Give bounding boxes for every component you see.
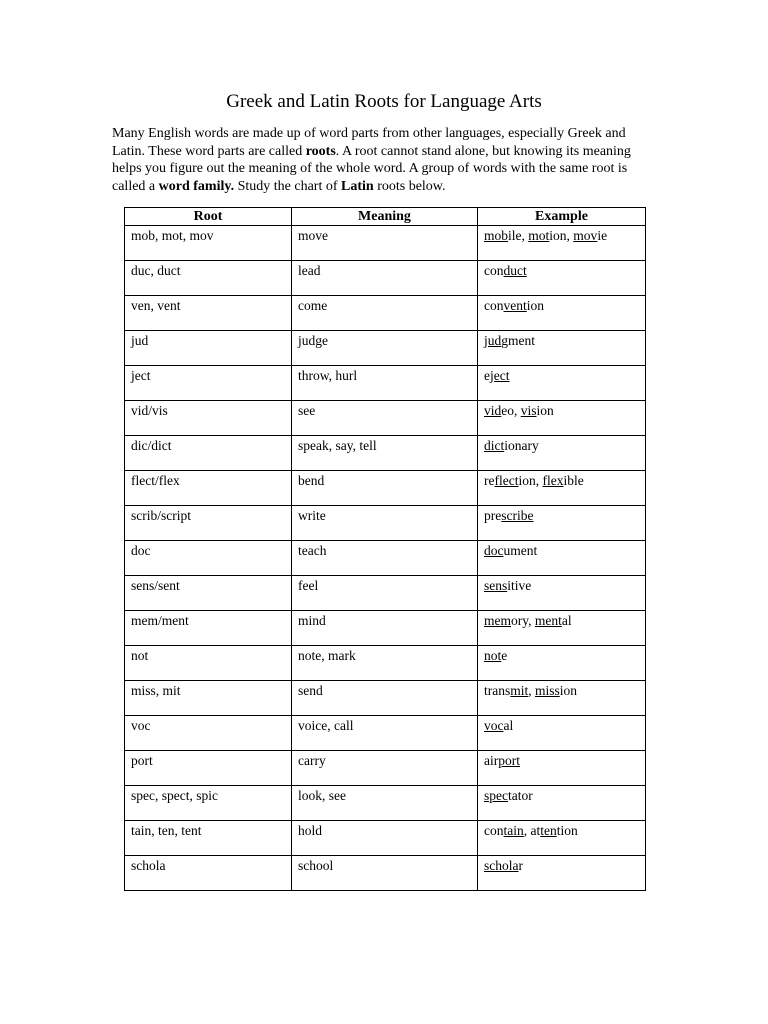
root-cell-text: schola bbox=[131, 858, 166, 873]
example-cell bbox=[478, 296, 646, 331]
intro-bold-latin: Latin bbox=[341, 178, 374, 194]
example-text: air bbox=[484, 753, 499, 768]
example-text: ion, bbox=[549, 228, 574, 243]
example-root-underlined: schola bbox=[484, 858, 519, 873]
root-cell-text: tain, ten, tent bbox=[131, 823, 202, 838]
meaning-cell-text: send bbox=[298, 683, 323, 698]
example-cell bbox=[478, 436, 646, 471]
table-row bbox=[125, 576, 646, 611]
example-text: gment bbox=[501, 333, 536, 348]
example-cell bbox=[478, 681, 646, 716]
root-cell bbox=[125, 751, 292, 786]
example-text: ion bbox=[526, 298, 545, 313]
example-root-underlined: mem bbox=[484, 613, 511, 628]
example-text: tator bbox=[508, 788, 533, 803]
example-root-underlined: voc bbox=[484, 718, 504, 733]
meaning-cell bbox=[292, 541, 478, 576]
meaning-cell-text: lead bbox=[298, 263, 321, 278]
example-text: con bbox=[484, 263, 504, 278]
table-row bbox=[125, 436, 646, 471]
example-cell bbox=[478, 506, 646, 541]
meaning-cell bbox=[292, 786, 478, 821]
example-root-underlined: vis bbox=[520, 403, 537, 418]
meaning-cell bbox=[292, 331, 478, 366]
example-root-underlined: ten bbox=[540, 823, 557, 838]
example-root-underlined: mov bbox=[573, 228, 598, 243]
root-cell-text: duc, duct bbox=[131, 263, 181, 278]
example-cell bbox=[478, 751, 646, 786]
example-root-underlined: duct bbox=[503, 263, 527, 278]
table-row bbox=[125, 506, 646, 541]
table-row bbox=[125, 821, 646, 856]
meaning-cell-text: mind bbox=[298, 613, 326, 628]
meaning-cell-text: throw, hurl bbox=[298, 368, 358, 383]
example-cell-text bbox=[484, 576, 645, 594]
table-row bbox=[125, 646, 646, 681]
meaning-cell bbox=[292, 471, 478, 506]
example-cell bbox=[478, 786, 646, 821]
root-cell bbox=[125, 471, 292, 506]
root-cell-text: mem/ment bbox=[131, 613, 189, 628]
meaning-cell-text: speak, say, tell bbox=[298, 438, 377, 453]
example-cell bbox=[478, 541, 646, 576]
example-cell-text bbox=[484, 296, 645, 314]
meaning-cell bbox=[292, 856, 478, 891]
table-row bbox=[125, 331, 646, 366]
example-root-underlined: flect bbox=[494, 473, 519, 488]
meaning-cell-text: feel bbox=[298, 578, 319, 593]
root-cell bbox=[125, 821, 292, 856]
root-cell-text: not bbox=[131, 648, 149, 663]
root-cell-text: sens/sent bbox=[131, 578, 180, 593]
example-cell bbox=[478, 261, 646, 296]
example-cell bbox=[478, 611, 646, 646]
meaning-cell-text: write bbox=[298, 508, 326, 523]
root-cell bbox=[125, 296, 292, 331]
example-root-underlined: tain bbox=[503, 823, 524, 838]
root-cell-text: port bbox=[131, 753, 153, 768]
table-row bbox=[125, 856, 646, 891]
root-cell-text: vid/vis bbox=[131, 403, 168, 418]
meaning-cell-text: come bbox=[298, 298, 328, 313]
meaning-cell bbox=[292, 366, 478, 401]
table-header-row bbox=[125, 208, 646, 226]
root-cell-text: scrib/script bbox=[131, 508, 191, 523]
root-cell-text: miss, mit bbox=[131, 683, 181, 698]
intro-bold-roots: roots bbox=[305, 143, 336, 159]
root-cell bbox=[125, 611, 292, 646]
meaning-cell-text: school bbox=[298, 858, 334, 873]
meaning-cell bbox=[292, 436, 478, 471]
example-cell-text bbox=[484, 366, 645, 384]
example-cell-text bbox=[484, 506, 645, 524]
example-root-underlined: scribe bbox=[501, 508, 534, 523]
example-text: ory, bbox=[511, 613, 535, 628]
example-text: , at bbox=[523, 823, 541, 838]
root-cell bbox=[125, 436, 292, 471]
example-cell bbox=[478, 366, 646, 401]
meaning-cell-text: voice, call bbox=[298, 718, 354, 733]
example-root-underlined: vent bbox=[503, 298, 527, 313]
root-cell bbox=[125, 576, 292, 611]
example-text: ionary bbox=[504, 438, 539, 453]
example-text: trans bbox=[484, 683, 511, 698]
meaning-cell-text: see bbox=[298, 403, 316, 418]
example-text: ion, bbox=[518, 473, 543, 488]
example-text: al bbox=[503, 718, 514, 733]
meaning-cell bbox=[292, 506, 478, 541]
example-root-underlined: spec bbox=[484, 788, 508, 803]
example-cell-text bbox=[484, 786, 645, 804]
example-cell-text bbox=[484, 821, 645, 839]
example-text: re bbox=[484, 473, 495, 488]
example-root-underlined: ject bbox=[490, 368, 510, 383]
meaning-cell bbox=[292, 751, 478, 786]
example-root-underlined: dict bbox=[484, 438, 505, 453]
meaning-cell bbox=[292, 226, 478, 261]
example-cell-text bbox=[484, 856, 645, 874]
example-text: e bbox=[484, 368, 490, 383]
example-cell-text bbox=[484, 261, 645, 279]
example-root-underlined: sens bbox=[484, 578, 508, 593]
root-cell bbox=[125, 856, 292, 891]
root-cell-text: flect/flex bbox=[131, 473, 180, 488]
root-cell bbox=[125, 786, 292, 821]
example-cell-text bbox=[484, 611, 645, 629]
example-cell-text bbox=[484, 541, 645, 559]
example-cell bbox=[478, 331, 646, 366]
page-title: Greek and Latin Roots for Language Arts bbox=[226, 91, 542, 112]
example-cell bbox=[478, 646, 646, 681]
table-row bbox=[125, 296, 646, 331]
meaning-cell bbox=[292, 576, 478, 611]
intro-bold-word-family: word family. bbox=[158, 178, 235, 194]
table-row bbox=[125, 226, 646, 261]
intro-text: Study the chart of bbox=[234, 178, 342, 194]
example-root-underlined: mit bbox=[510, 683, 529, 698]
example-root-underlined: vid bbox=[484, 403, 502, 418]
root-cell-text: voc bbox=[131, 718, 151, 733]
example-cell-text bbox=[484, 226, 645, 244]
example-text: , bbox=[528, 683, 536, 698]
meaning-cell-text: teach bbox=[298, 543, 327, 558]
header-root: Root bbox=[125, 208, 292, 226]
meaning-cell bbox=[292, 261, 478, 296]
example-root-underlined: doc bbox=[484, 543, 504, 558]
example-text: al bbox=[561, 613, 572, 628]
meaning-cell-text: hold bbox=[298, 823, 323, 838]
meaning-cell-text: move bbox=[298, 228, 328, 243]
example-cell-text bbox=[484, 331, 645, 349]
intro-text: Many English words are made up of word parts from other languages, especially Greek and Latin. These word parts are called bbox=[112, 126, 626, 159]
example-cell bbox=[478, 401, 646, 436]
example-root-underlined: not bbox=[484, 648, 502, 663]
example-cell bbox=[478, 716, 646, 751]
example-cell-text bbox=[484, 751, 645, 769]
example-cell bbox=[478, 821, 646, 856]
latin-roots-table bbox=[124, 207, 646, 891]
root-cell-text: spec, spect, spic bbox=[131, 788, 218, 803]
root-cell bbox=[125, 226, 292, 261]
example-cell bbox=[478, 471, 646, 506]
root-cell bbox=[125, 366, 292, 401]
example-root-underlined: jud bbox=[484, 333, 502, 348]
meaning-cell bbox=[292, 646, 478, 681]
example-text: ument bbox=[503, 543, 538, 558]
example-root-underlined: mot bbox=[528, 228, 550, 243]
example-cell-text bbox=[484, 716, 645, 734]
table-row bbox=[125, 716, 646, 751]
example-text: con bbox=[484, 823, 504, 838]
meaning-cell-text: carry bbox=[298, 753, 326, 768]
table-row bbox=[125, 541, 646, 576]
root-cell bbox=[125, 331, 292, 366]
table-row bbox=[125, 471, 646, 506]
example-cell-text bbox=[484, 436, 645, 454]
example-text: ie bbox=[597, 228, 608, 243]
root-cell bbox=[125, 681, 292, 716]
example-text: e bbox=[501, 648, 508, 663]
table-row bbox=[125, 401, 646, 436]
intro-text: . A root cannot stand alone, but knowing its meaning helps you figure out the meaning of the whole word. A group of words with the same root is called a bbox=[112, 143, 631, 194]
meaning-cell bbox=[292, 716, 478, 751]
example-text: ile, bbox=[508, 228, 529, 243]
example-root-underlined: port bbox=[498, 753, 520, 768]
root-cell-text: dic/dict bbox=[131, 438, 172, 453]
intro-text: roots below. bbox=[373, 178, 446, 194]
meaning-cell-text: judge bbox=[298, 333, 328, 348]
example-text: itive bbox=[507, 578, 532, 593]
header-example: Example bbox=[478, 208, 646, 226]
example-cell-text bbox=[484, 681, 645, 699]
example-root-underlined: miss bbox=[535, 683, 560, 698]
meaning-cell-text: note, mark bbox=[298, 648, 356, 663]
example-text: ible bbox=[563, 473, 584, 488]
example-text: tion bbox=[556, 823, 578, 838]
table-row bbox=[125, 366, 646, 401]
header-meaning: Meaning bbox=[292, 208, 478, 226]
meaning-cell bbox=[292, 296, 478, 331]
meaning-cell bbox=[292, 611, 478, 646]
meaning-cell-text: look, see bbox=[298, 788, 346, 803]
table-body bbox=[125, 226, 646, 891]
intro-paragraph bbox=[112, 125, 660, 195]
root-cell-text: jud bbox=[131, 333, 149, 348]
example-text: ion bbox=[536, 403, 554, 418]
example-cell bbox=[478, 576, 646, 611]
example-cell-text bbox=[484, 471, 645, 489]
example-root-underlined: flex bbox=[542, 473, 564, 488]
root-cell bbox=[125, 506, 292, 541]
example-text: eo, bbox=[501, 403, 521, 418]
table-row bbox=[125, 261, 646, 296]
example-cell bbox=[478, 226, 646, 261]
table-row bbox=[125, 786, 646, 821]
root-cell-text: mob, mot, mov bbox=[131, 228, 214, 243]
example-text: ion bbox=[559, 683, 578, 698]
example-root-underlined: mob bbox=[484, 228, 509, 243]
example-cell bbox=[478, 856, 646, 891]
root-cell-text: doc bbox=[131, 543, 151, 558]
example-text: r bbox=[518, 858, 523, 873]
meaning-cell bbox=[292, 681, 478, 716]
example-cell-text bbox=[484, 646, 645, 664]
root-cell bbox=[125, 261, 292, 296]
root-cell-text: ject bbox=[131, 368, 151, 383]
table-row bbox=[125, 681, 646, 716]
root-cell bbox=[125, 716, 292, 751]
meaning-cell bbox=[292, 821, 478, 856]
meaning-cell bbox=[292, 401, 478, 436]
example-root-underlined: ment bbox=[534, 613, 562, 628]
example-text: con bbox=[484, 298, 504, 313]
table-row bbox=[125, 751, 646, 786]
table-row bbox=[125, 611, 646, 646]
root-cell-text: ven, vent bbox=[131, 298, 181, 313]
root-cell bbox=[125, 541, 292, 576]
root-cell bbox=[125, 401, 292, 436]
example-text: pre bbox=[484, 508, 502, 523]
root-cell bbox=[125, 646, 292, 681]
meaning-cell-text: bend bbox=[298, 473, 325, 488]
example-cell-text bbox=[484, 401, 645, 419]
